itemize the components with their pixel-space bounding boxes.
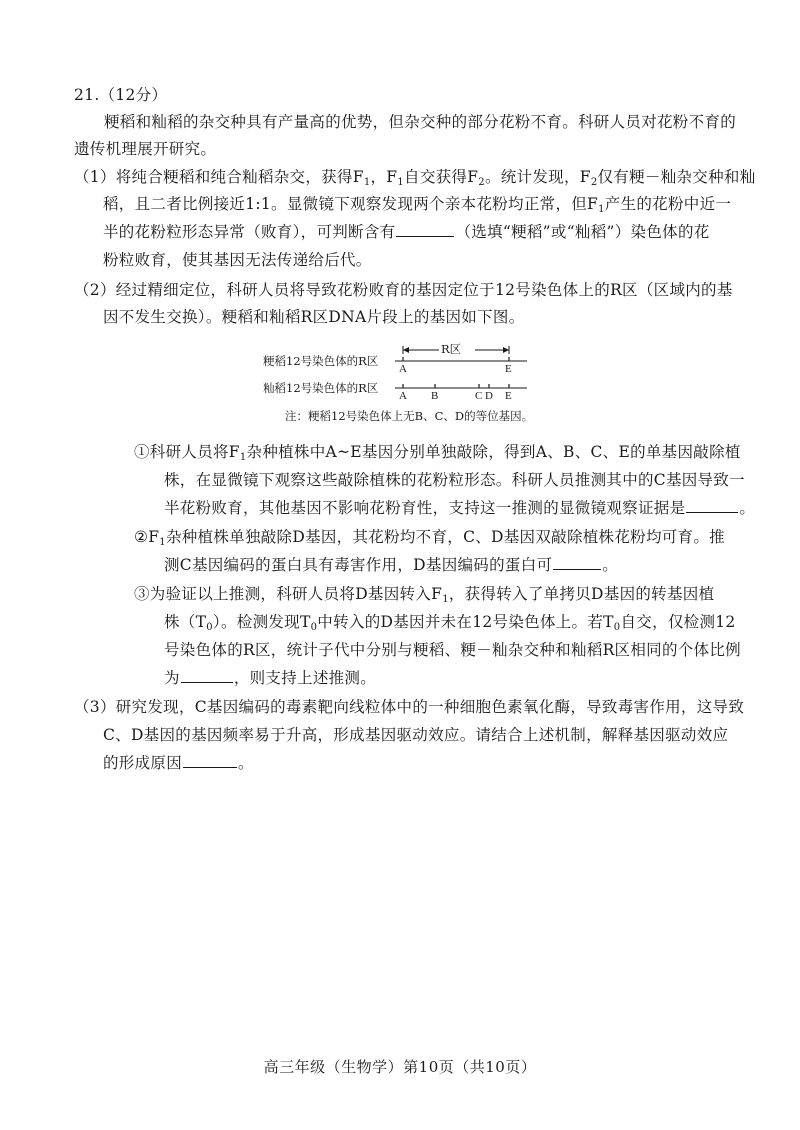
- intro-line-1: 粳稻和籼稻的杂交种具有产量高的优势，但杂交种的部分花粉不育。科研人员对花粉不育的: [104, 113, 737, 131]
- sub1-line-1: ①科研人员将$F_1$杂种植株中A~E基因分别单独敲除，得到A、B、C、E的单基因敲除植: [134, 443, 741, 463]
- sub1-line-2: 株，在显微镜下观察这些敲除植株的花粉粒形态。科研人员推测其中的C基因导致一: [164, 471, 745, 489]
- intro-line-2: 遗传机理展开研究。: [74, 140, 217, 158]
- row2-label: 籼稻12号染色体的R区: [263, 381, 379, 395]
- gene-label: C: [475, 390, 483, 402]
- part1-line-2: 稻，且二者比例接近1:1。显微镜下观察发现两个亲本花粉均正常，但$F_1$产生的花粉中近一: [103, 195, 732, 215]
- gene-label: B: [431, 390, 439, 402]
- gene-label: A: [399, 363, 407, 375]
- figure-note: 注：粳稻12号染色体上无B、C、D的等位基因。: [285, 409, 534, 423]
- gene-label: A: [399, 390, 407, 402]
- sub2-line-1: $②F_1$杂种植株单独敲除D基因，其花粉均不育，C、D基因双敲除植株花粉均可育。推: [134, 528, 725, 548]
- answer-blank-2[interactable]: [686, 498, 738, 513]
- sub3-line-3: 号染色体的R区，统计子代中分别与粳稻、粳－籼杂交种和籼稻R区相同的个体比例: [164, 641, 741, 659]
- gene-label: E: [505, 363, 512, 375]
- sub3-line-4: 为 ，则支持上述推测。: [164, 669, 377, 687]
- sub1-line-3: 半花粉败育，其他基因不影响花粉育性，支持这一推测的显微镜观察证据是 。: [164, 499, 756, 517]
- answer-blank-4[interactable]: [181, 668, 233, 683]
- question-number: 21.（12分）: [74, 86, 168, 104]
- gene-figure: [255, 340, 555, 432]
- answer-blank-3[interactable]: [553, 555, 601, 570]
- part2-line-2: 因不发生交换）。粳稻和籼稻R区DNA片段上的基因如下图。: [103, 308, 525, 326]
- row1-label: 粳稻12号染色体的R区: [263, 354, 379, 368]
- answer-blank-1[interactable]: [396, 222, 454, 237]
- part3-line-1: （3）研究发现，C基因编码的毒素靶向线粒体中的一种细胞色素氧化酶，导致毒害作用，这导致: [74, 698, 745, 716]
- sub3-line-2: 株$(T_0)$。检测发现$T_0$中转入的D基因并未在12号染色体上。若$T_0$自交，仅检测12: [164, 613, 736, 633]
- part3-line-3: 的形成原因 。: [103, 754, 254, 772]
- region-label: R区: [441, 342, 462, 356]
- part2-line-1: （2）经过精细定位，科研人员将导致花粉败育的基因定位于12号染色体上的R区（区域内的基: [74, 281, 733, 299]
- gene-label: D: [485, 390, 493, 402]
- part3-line-2: C、D基因的基因频率易于升高，形成基因驱动效应。请结合上述机制，解释基因驱动效应: [103, 726, 729, 744]
- gene-label: E: [505, 390, 512, 402]
- sub3-line-1: ③为验证以上推测，科研人员将D基因转入$F_1$，获得转入了单拷贝D基因的转基因植: [134, 585, 715, 605]
- sub2-line-2: 测C基因编码的蛋白具有毒害作用，D基因编码的蛋白可 。: [164, 556, 619, 574]
- part1-line-4: 粉粒败育，使其基因无法传递给后代。: [103, 251, 372, 269]
- answer-blank-5[interactable]: [183, 753, 237, 768]
- part1-line-3: 半的花粉粒形态异常（败育），可判断含有 （选填“粳稻”或“籼稻”）染色体的花: [103, 223, 710, 241]
- part1-line-1: （1）将纯合粳稻和纯合籼稻杂交，获得$F_1$，$F_1$自交获得$F_2$。统计发现，$F_2$仅有粳－籼杂交种和籼: [74, 168, 756, 188]
- page-footer: 高三年级（生物学）第10页（共10页）: [263, 1058, 537, 1076]
